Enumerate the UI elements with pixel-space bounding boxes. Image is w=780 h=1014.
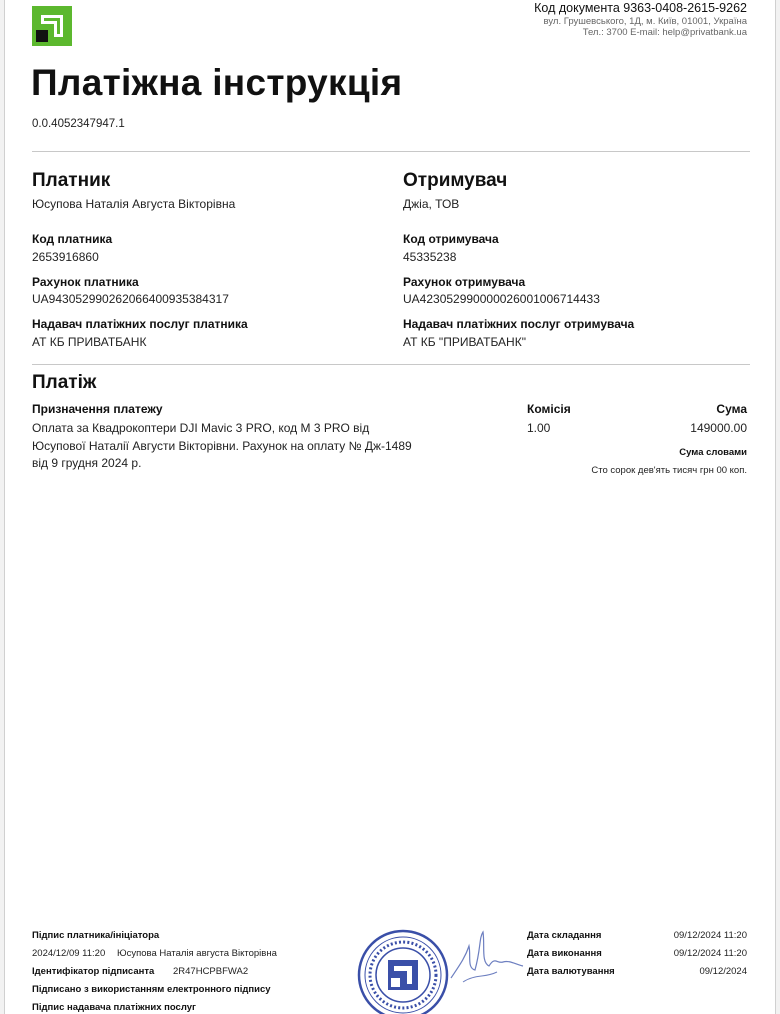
- amount-words-label: Сума словами: [679, 447, 747, 458]
- payer-code-label: Код платника: [32, 232, 113, 246]
- contacts-line: Тел.: 3700 E-mail: help@privatbank.ua: [582, 27, 747, 38]
- handwritten-signature-icon: [445, 928, 525, 988]
- recipient-heading: Отримувач: [403, 170, 508, 191]
- amount-words: Сто сорок дев'ять тисяч грн 00 коп.: [591, 465, 747, 476]
- bank-stamp-icon: [357, 929, 449, 1014]
- page-title: Платіжна інструкція: [31, 62, 403, 103]
- divider: [32, 151, 750, 152]
- document-code: Код документа 9363-0408-2615-9262: [534, 1, 747, 15]
- created-date: 09/12/2024 11:20: [673, 930, 747, 941]
- executed-date-label: Дата виконання: [527, 948, 602, 959]
- commission-label: Комісія: [527, 402, 571, 416]
- provider-sign-label: Підпис надавача платіжних послуг: [32, 1002, 196, 1013]
- bank-address: [544, 16, 747, 38]
- recipient-account: UA423052990000026001006714433: [403, 292, 600, 306]
- signer-id: 2R47HCPBFWA2: [173, 966, 249, 977]
- created-date-label: Дата складання: [527, 930, 602, 941]
- executed-date: 09/12/2024 11:20: [673, 948, 747, 959]
- payer-account: UA943052990262066400935384317: [32, 292, 229, 306]
- divider: [32, 364, 750, 365]
- amount-label: Сума: [716, 402, 747, 416]
- recipient-provider: АТ КБ "ПРИВАТБАНК": [403, 335, 526, 349]
- commission-value: 1.00: [527, 421, 551, 435]
- payment-document: [4, 0, 776, 1014]
- privatbank-logo-icon: [32, 6, 72, 46]
- payer-provider-label: Надавач платіжних послуг платника: [32, 317, 248, 331]
- signer-id-label: Ідентифікатор підписанта: [32, 966, 155, 977]
- payer-heading: Платник: [32, 170, 111, 191]
- address-line: вул. Грушевського, 1Д, м. Київ, 01001, Україна: [543, 16, 747, 27]
- payer-name: Юсупова Наталія Августа Вікторівна: [32, 197, 236, 211]
- payer-provider: АТ КБ ПРИВАТБАНК: [32, 335, 147, 349]
- value-date: 09/12/2024: [699, 966, 747, 977]
- value-date-label: Дата валютування: [527, 966, 615, 977]
- recipient-name: Джіа, ТОВ: [403, 197, 460, 211]
- payment-heading: Платіж: [32, 372, 97, 393]
- signature-label: Підпис платника/ініціатора: [32, 930, 160, 941]
- purpose-text: Оплата за Квадрокоптери DJI Mavic 3 PRO, код M 3 PRO від Юсупової Наталії Августи Вікторівни. Рахунок на оплату № Дж-1489 від 9 грудня 2024 р.: [32, 421, 412, 470]
- document-number: 0.0.4052347947.1: [32, 118, 125, 130]
- payer-account-label: Рахунок платника: [32, 275, 139, 289]
- recipient-provider-label: Надавач платіжних послуг отримувача: [403, 317, 635, 331]
- amount-value: 149000.00: [690, 421, 747, 435]
- e-sign-note: Підписано з використанням електронного підпису: [32, 984, 271, 995]
- payer-code: 2653916860: [32, 250, 99, 264]
- recipient-code: 45335238: [403, 250, 457, 264]
- signature-name: Юсупова Наталія августа Вікторівна: [117, 948, 277, 959]
- purpose-label: Призначення платежу: [32, 402, 163, 416]
- signature-time: 2024/12/09 11:20: [32, 948, 106, 959]
- recipient-code-label: Код отримувача: [403, 232, 499, 246]
- recipient-account-label: Рахунок отримувача: [403, 275, 526, 289]
